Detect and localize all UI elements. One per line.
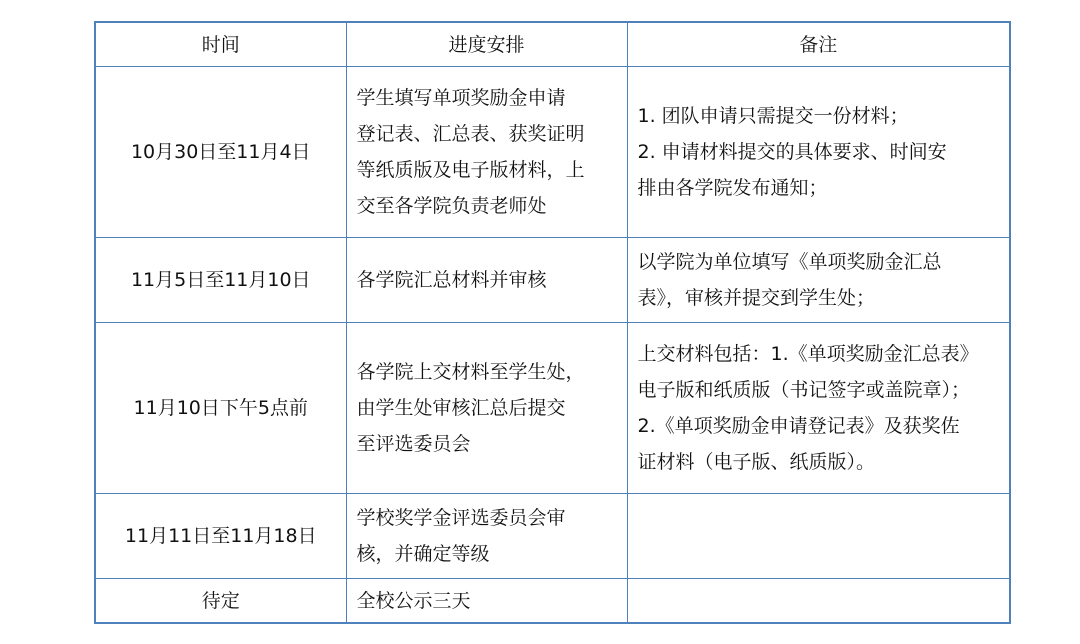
header-time: 时间 [95,22,346,67]
plan-cell [346,494,627,579]
table-row [95,494,1010,579]
time-cell: 11月11日至11月18日 [95,494,346,579]
note-line: 上交材料包括：1.《单项奖励金汇总表》 [637,343,979,365]
note-cell [627,67,1010,238]
table-row [95,323,1010,494]
note-cell [627,579,1010,624]
plan-line: 各学院汇总材料并审核 [356,269,547,291]
plan-line: 交至各学院负责老师处 [356,195,547,217]
time-cell: 11月5日至11月10日 [95,238,346,323]
header-row [95,22,1010,67]
header-plan: 进度安排 [346,22,627,67]
plan-line: 学校奖学金评选委员会审 [356,507,566,529]
plan-line: 登记表、汇总表、获奖证明 [356,123,585,145]
plan-cell [346,579,627,624]
note-line: 电子版和纸质版（书记签字或盖院章）； [637,379,971,401]
plan-line: 全校公示三天 [356,589,471,612]
plan-line: 由学生处审核汇总后提交 [356,397,566,419]
plan-line: 各学院上交材料至学生处， [356,361,585,383]
table-row [95,67,1010,238]
note-cell [627,238,1010,323]
note-line: 以学院为单位填写《单项奖励金汇总 [637,251,942,273]
note-line: 2. 申请材料提交的具体要求、时间安 [637,141,947,163]
time-cell: 11月10日下午5点前 [95,323,346,494]
header-note: 备注 [627,22,1010,67]
plan-cell [346,238,627,323]
note-line: 表》，审核并提交到学生处； [637,287,876,309]
note-line: 排由各学院发布通知； [637,177,828,199]
plan-line: 核，并确定等级 [356,543,490,565]
schedule-table [94,21,1011,624]
note-cell [627,323,1010,494]
plan-cell [346,323,627,494]
plan-line: 学生填写单项奖励金申请 [356,87,566,109]
time-cell: 待定 [95,579,346,624]
plan-line: 至评选委员会 [356,433,471,455]
plan-cell [346,67,627,238]
note-line: 证材料（电子版、纸质版）。 [637,451,876,473]
note-cell [627,494,1010,579]
note-line: 1. 团队申请只需提交一份材料； [637,105,909,127]
plan-line: 等纸质版及电子版材料，上 [356,159,585,181]
time-cell: 10月30日至11月4日 [95,67,346,238]
table-row [95,238,1010,323]
table-row [95,579,1010,624]
note-line: 2.《单项奖励金申请登记表》及获奖佐 [637,415,960,437]
